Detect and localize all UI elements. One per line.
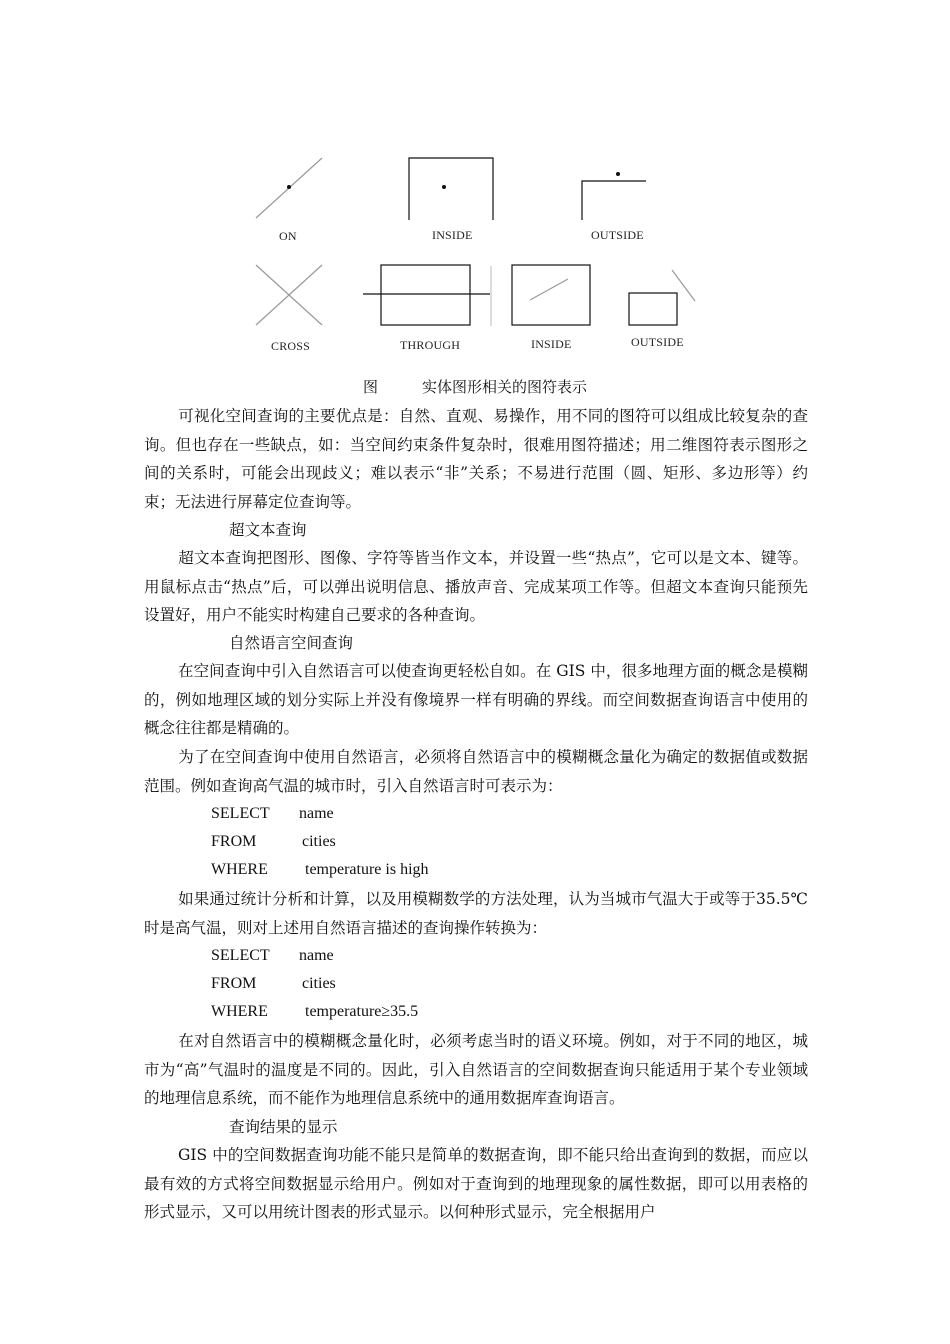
cross-icon bbox=[256, 265, 322, 325]
spatial-relation-figure bbox=[0, 0, 950, 370]
label-outside-bottom: OUTSIDE bbox=[631, 335, 684, 349]
inside-point-icon bbox=[409, 158, 493, 220]
through-icon bbox=[363, 265, 491, 326]
label-on: ON bbox=[279, 229, 297, 243]
on-icon bbox=[256, 158, 322, 218]
paragraph-threshold: 如果通过统计分析和计算，以及用模糊数学的方法处理，认为当城市气温大于或等于35.5℃时是高气温，则对上述用自然语言描述的查询操作转换为： bbox=[144, 890, 808, 937]
heading-natural-language-query: 自然语言空间查询 bbox=[229, 634, 354, 652]
query2-where-line: WHERE temperature≥35.5 bbox=[211, 1003, 419, 1020]
paragraph-hypertext-query: 超文本查询把图形、图像、字符等皆当作文本，并设置一些“热点”，它可以是文本、键等。用鼠标点击“热点”后，可以弹出说明信息、播放声音、完成某项工作等。但超文本查询只能预先设置好，用户不能实时构建自己要求的各种查询。 bbox=[144, 549, 808, 624]
query2-select-line: SELECT name bbox=[211, 947, 334, 964]
label-cross: CROSS bbox=[271, 339, 311, 353]
paragraph-result-display: GIS 中的空间数据查询功能不能只是简单的数据查询，即不能只给出查询到的数据，而应以最有效的方式将空间数据显示给用户。例如对于查询到的地理现象的属性数据，即可以用表格的形式显示，又可以用统计图表的形式显示。以何种形式显示，完全根据用户 bbox=[144, 1146, 808, 1221]
label-through: THROUGH bbox=[400, 338, 461, 352]
query1-where-line: WHERE temperature is high bbox=[211, 861, 429, 878]
outside-line-icon bbox=[629, 270, 695, 325]
paragraph-visual-query: 可视化空间查询的主要优点是：自然、直观、易操作，用不同的图符可以组成比较复杂的查询。但也存在一些缺点，如：当空间约束条件复杂时，很难用图符描述；用二维图符表示图形之间的关系时，可能会出现歧义；难以表示“非”关系；不易进行范围（圆、矩形、多边形等）约束；无法进行屏幕定位查询等。 bbox=[144, 407, 808, 511]
caption-text: 实体图形相关的图符表示 bbox=[422, 378, 588, 396]
caption-prefix: 图 bbox=[362, 378, 378, 396]
query-example-1 bbox=[211, 800, 429, 884]
figure-caption bbox=[0, 376, 950, 397]
outside-point-icon bbox=[582, 172, 646, 220]
inside-line-icon bbox=[512, 265, 590, 325]
paragraph-quantify-fuzzy: 为了在空间查询中使用自然语言，必须将自然语言中的模糊概念量化为确定的数据值或数据范围。例如查询高气温的城市时，引入自然语言时可表示为： bbox=[144, 748, 808, 795]
heading-query-result-display: 查询结果的显示 bbox=[229, 1118, 338, 1136]
label-inside-bottom: INSIDE bbox=[531, 337, 572, 351]
query-example-2 bbox=[211, 942, 418, 1026]
paragraph-semantic-context: 在对自然语言中的模糊概念量化时，必须考虑当时的语义环境。例如，对于不同的地区，城市为“高”气温时的温度是不同的。因此，引入自然语言的空间数据查询只能适用于某个专业领域的地理信息系统，而不能作为地理信息系统中的通用数据库查询语言。 bbox=[144, 1032, 808, 1107]
label-inside-top: INSIDE bbox=[432, 228, 473, 242]
paragraph-natural-language-intro: 在空间查询中引入自然语言可以使查询更轻松自如。在 GIS 中，很多地理方面的概念是模糊的，例如地理区域的划分实际上并没有像境界一样有明确的界线。而空间数据查询语言中使用的概念往往都是精确的。 bbox=[144, 662, 808, 737]
query1-from-line: FROM cities bbox=[211, 833, 336, 850]
query1-select-line: SELECT name bbox=[211, 805, 334, 822]
label-outside-top: OUTSIDE bbox=[591, 228, 644, 242]
heading-hypertext-query: 超文本查询 bbox=[229, 521, 307, 539]
query2-from-line: FROM cities bbox=[211, 975, 336, 992]
